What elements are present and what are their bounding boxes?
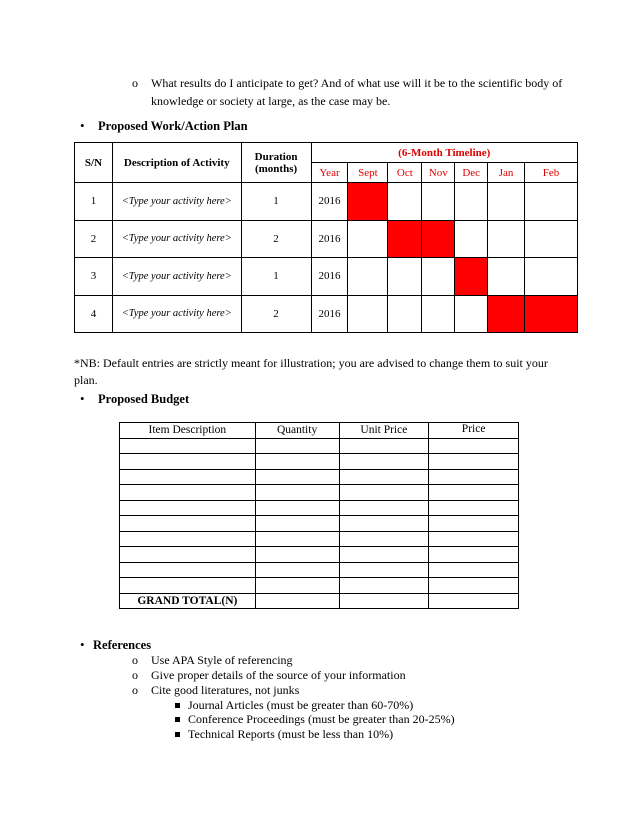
timeline-cell[interactable] — [348, 220, 388, 258]
sub-ref-text: Journal Articles (must be greater than 60-70%) — [188, 698, 414, 712]
intro-text: What results do I anticipate to get? And of what use will it be to the scientific body of knowledge or society at large, as the case may be. — [151, 76, 563, 108]
timeline-cell[interactable] — [388, 295, 422, 333]
budget-row — [120, 562, 519, 578]
budget-cell[interactable] — [120, 547, 256, 563]
plan-row — [75, 295, 578, 333]
header-month: Nov — [422, 163, 455, 183]
header-duration: Duration (months) — [241, 143, 311, 183]
timeline-cell[interactable] — [525, 183, 578, 221]
budget-cell[interactable] — [339, 562, 429, 578]
plan-duration-cell[interactable]: 2 — [241, 295, 311, 333]
plan-duration-cell[interactable]: 1 — [241, 183, 311, 221]
timeline-cell[interactable] — [525, 258, 578, 296]
budget-cell[interactable] — [429, 562, 519, 578]
bullet-icon: • — [80, 391, 85, 406]
timeline-cell[interactable] — [488, 258, 525, 296]
plan-sn-cell[interactable]: 4 — [75, 295, 113, 333]
header-timeline: (6-Month Timeline) — [311, 143, 577, 163]
header-sn: S/N — [75, 143, 113, 183]
header-description: Description of Activity — [112, 143, 241, 183]
plan-row — [75, 220, 578, 258]
plan-sn-cell[interactable]: 1 — [75, 183, 113, 221]
budget-cell[interactable] — [429, 438, 519, 454]
budget-row — [120, 547, 519, 563]
grand-total-cell[interactable] — [255, 593, 339, 609]
budget-cell[interactable] — [120, 485, 256, 501]
plan-sn-cell[interactable]: 3 — [75, 258, 113, 296]
circle-bullet-icon: o — [132, 683, 138, 697]
timeline-cell[interactable] — [422, 183, 455, 221]
budget-cell[interactable] — [339, 454, 429, 470]
budget-cell[interactable] — [120, 531, 256, 547]
header-unit-price: Unit Price — [339, 423, 429, 439]
timeline-cell[interactable] — [422, 295, 455, 333]
plan-sn-cell[interactable]: 2 — [75, 220, 113, 258]
plan-row — [75, 258, 578, 296]
timeline-cell[interactable] — [455, 295, 488, 333]
budget-cell[interactable] — [120, 578, 256, 594]
header-month: Feb — [525, 163, 578, 183]
ref-item — [132, 668, 406, 683]
budget-cell[interactable] — [339, 578, 429, 594]
budget-section-title: Proposed Budget — [98, 392, 190, 406]
budget-cell[interactable] — [120, 438, 256, 454]
ref-text: Cite good literatures, not junks — [151, 683, 300, 697]
bullet-icon: • — [80, 637, 85, 652]
budget-cell[interactable] — [339, 500, 429, 516]
budget-table — [119, 422, 519, 609]
budget-cell[interactable] — [120, 500, 256, 516]
timeline-cell[interactable] — [348, 258, 388, 296]
timeline-cell-filled[interactable] — [388, 220, 422, 258]
budget-cell[interactable] — [120, 454, 256, 470]
budget-cell[interactable] — [339, 547, 429, 563]
budget-cell[interactable] — [255, 516, 339, 532]
timeline-cell[interactable] — [455, 183, 488, 221]
plan-section-title: Proposed Work/Action Plan — [98, 119, 248, 133]
budget-row — [120, 454, 519, 470]
budget-row — [120, 516, 519, 532]
timeline-cell-filled[interactable] — [348, 183, 388, 221]
header-month: Dec — [455, 163, 488, 183]
plan-row — [75, 183, 578, 221]
budget-cell[interactable] — [429, 531, 519, 547]
budget-row — [120, 469, 519, 485]
plan-duration-cell[interactable]: 2 — [241, 220, 311, 258]
timeline-cell-filled[interactable] — [422, 220, 455, 258]
plan-year-cell[interactable]: 2016 — [311, 258, 348, 296]
header-month: Oct — [388, 163, 422, 183]
budget-cell[interactable] — [255, 578, 339, 594]
budget-cell[interactable] — [429, 485, 519, 501]
budget-cell[interactable] — [339, 516, 429, 532]
budget-cell[interactable] — [120, 469, 256, 485]
intro-sub-item — [132, 74, 572, 110]
budget-row — [120, 438, 519, 454]
header-month: Jan — [488, 163, 525, 183]
circle-bullet-icon: o — [132, 653, 138, 667]
budget-cell[interactable] — [339, 469, 429, 485]
budget-row — [120, 531, 519, 547]
grand-total-cell[interactable] — [429, 593, 519, 609]
budget-cell[interactable] — [255, 438, 339, 454]
budget-cell[interactable] — [255, 531, 339, 547]
budget-cell[interactable] — [429, 469, 519, 485]
budget-cell[interactable] — [255, 547, 339, 563]
bullet-icon: • — [80, 118, 85, 133]
plan-activity-cell[interactable]: <Type your activity here> — [112, 295, 241, 333]
grand-total-label: GRAND TOTAL(N) — [120, 593, 256, 609]
timeline-cell[interactable] — [388, 183, 422, 221]
budget-cell[interactable] — [255, 469, 339, 485]
timeline-cell[interactable] — [488, 220, 525, 258]
budget-cell[interactable] — [255, 485, 339, 501]
budget-cell[interactable] — [120, 562, 256, 578]
timeline-cell[interactable] — [455, 220, 488, 258]
ref-item — [132, 683, 300, 698]
references-section-title: References — [93, 638, 152, 652]
plan-year-cell[interactable]: 2016 — [311, 183, 348, 221]
budget-cell[interactable] — [429, 547, 519, 563]
timeline-cell[interactable] — [422, 258, 455, 296]
timeline-cell[interactable] — [525, 220, 578, 258]
sub-ref-text: Technical Reports (must be less than 10%) — [188, 727, 394, 741]
plan-duration-cell[interactable]: 1 — [241, 258, 311, 296]
budget-cell[interactable] — [429, 516, 519, 532]
square-bullet-icon — [175, 732, 180, 737]
square-bullet-icon — [175, 703, 180, 708]
budget-row — [120, 578, 519, 594]
plan-year-cell[interactable]: 2016 — [311, 295, 348, 333]
budget-cell[interactable] — [255, 500, 339, 516]
header-quantity: Quantity — [255, 423, 339, 439]
plan-activity-cell[interactable]: <Type your activity here> — [112, 220, 241, 258]
ref-item — [132, 653, 293, 668]
budget-cell[interactable] — [120, 516, 256, 532]
header-price: Price — [429, 423, 519, 439]
timeline-cell-filled[interactable] — [488, 295, 525, 333]
budget-cell[interactable] — [429, 578, 519, 594]
budget-cell[interactable] — [429, 500, 519, 516]
budget-cell[interactable] — [339, 485, 429, 501]
grand-total-cell[interactable] — [339, 593, 429, 609]
plan-activity-cell[interactable]: <Type your activity here> — [112, 258, 241, 296]
header-month: Sept — [348, 163, 388, 183]
budget-row — [120, 485, 519, 501]
action-plan-table — [74, 142, 578, 333]
header-item-description: Item Description — [120, 423, 256, 439]
timeline-cell[interactable] — [488, 183, 525, 221]
sub-ref-text: Conference Proceedings (must be greater than 20-25%) — [188, 712, 455, 726]
budget-row — [120, 500, 519, 516]
timeline-cell[interactable] — [388, 258, 422, 296]
circle-bullet-icon: o — [132, 668, 138, 682]
budget-cell[interactable] — [255, 454, 339, 470]
budget-cell[interactable] — [255, 562, 339, 578]
circle-bullet-icon: o — [132, 76, 138, 90]
timeline-cell-filled[interactable] — [525, 295, 578, 333]
square-bullet-icon — [175, 717, 180, 722]
ref-text: Give proper details of the source of your information — [151, 668, 406, 682]
plan-activity-cell[interactable]: <Type your activity here> — [112, 183, 241, 221]
nb-note: *NB: Default entries are strictly meant for illustration; you are advised to change them to suit your plan. — [74, 356, 548, 387]
timeline-cell-filled[interactable] — [455, 258, 488, 296]
budget-cell[interactable] — [339, 531, 429, 547]
ref-text: Use APA Style of referencing — [151, 653, 293, 667]
header-year: Year — [311, 163, 348, 183]
budget-cell[interactable] — [429, 454, 519, 470]
budget-cell[interactable] — [339, 438, 429, 454]
plan-year-cell[interactable]: 2016 — [311, 220, 348, 258]
timeline-cell[interactable] — [348, 295, 388, 333]
